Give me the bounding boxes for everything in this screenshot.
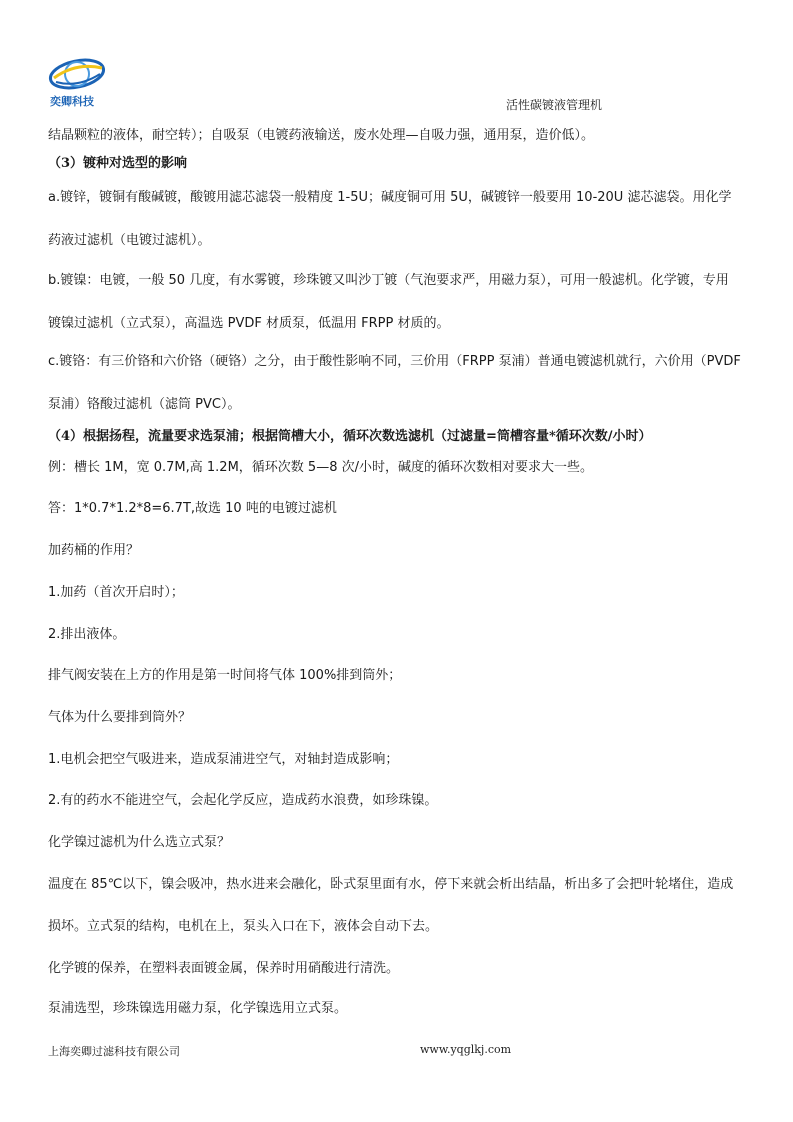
text-line: 化学镀的保养，在塑料表面镀金属，保养时用硝酸进行清洗。	[48, 961, 400, 976]
section-heading: （4）根据扬程，流量要求选泵浦；根据筒槽大小，循环次数选滤机（过滤量=筒槽容量*循环次数/小时）	[48, 429, 652, 444]
text-line: 泵浦）铬酸过滤机（滤筒 PVC）。	[48, 397, 241, 412]
text-line: a.镀锌，镀铜有酸碱镀，酸镀用滤芯滤袋一般精度 1-5U；碱度铜可用 5U，碱镀锌一般要用 10-20U 滤芯滤袋。用化学	[48, 190, 732, 205]
text-line: 2.有的药水不能进空气，会起化学反应，造成药水浪费，如珍珠镍。	[48, 793, 438, 808]
text-line: c.镀铬：有三价铬和六价铬（硬铬）之分，由于酸性影响不同，三价用（FRPP 泵浦）普通电镀滤机就行，六价用（PVDF	[48, 354, 741, 369]
text-line: 例：槽长 1M，宽 0.7M,高 1.2M，循环次数 5—8 次/小时，碱度的循环次数相对要求大一些。	[48, 460, 593, 475]
footer-company: 上海奕卿过滤科技有限公司	[48, 1045, 180, 1058]
text-line: 答：1*0.7*1.2*8=6.7T,故选 10 吨的电镀过滤机	[48, 501, 337, 516]
text-line: 加药桶的作用？	[48, 543, 140, 558]
text-line: 2.排出液体。	[48, 627, 126, 642]
text-line: 结晶颗粒的液体，耐空转）；自吸泵（电镀药液输送，废水处理—自吸力强，通用泵，造价低）。	[48, 128, 595, 143]
text-line: 泵浦选型，珍珠镍选用磁力泵，化学镍选用立式泵。	[48, 1001, 348, 1016]
text-line: 温度在 85℃以下，镍会吸冲，热水进来会融化，卧式泵里面有水，停下来就会析出结晶，析出多了会把叶轮堵住，造成	[48, 877, 734, 892]
text-line: 1.电机会把空气吸进来，造成泵浦进空气，对轴封造成影响；	[48, 752, 399, 767]
footer-website[interactable]: www.yqglkj.com	[420, 1043, 512, 1056]
logo-text: 奕卿科技	[50, 95, 94, 108]
text-line: 镀镍过滤机（立式泵），高温选 PVDF 材质泵，低温用 FRPP 材质的。	[48, 316, 450, 331]
section-heading: （3）镀种对选型的影响	[48, 156, 188, 171]
text-line: b.镀镍：电镀，一般 50 几度，有水雾镀，珍珠镀又叫沙丁镀（气泡要求严，用磁力泵），可用一般滤机。化学镀，专用	[48, 273, 729, 288]
text-line: 损坏。立式泵的结构，电机在上，泵头入口在下，液体会自动下去。	[48, 919, 439, 934]
text-line: 化学镍过滤机为什么选立式泵？	[48, 835, 231, 850]
text-line: 药液过滤机（电镀过滤机）。	[48, 233, 211, 248]
document-title: 活性碳镀液管理机	[506, 98, 603, 112]
text-line: 1.加药（首次开启时）；	[48, 585, 184, 600]
text-line: 气体为什么要排到筒外？	[48, 710, 192, 725]
text-line: 排气阀安装在上方的作用是第一时间将气体 100%排到筒外；	[48, 668, 402, 683]
